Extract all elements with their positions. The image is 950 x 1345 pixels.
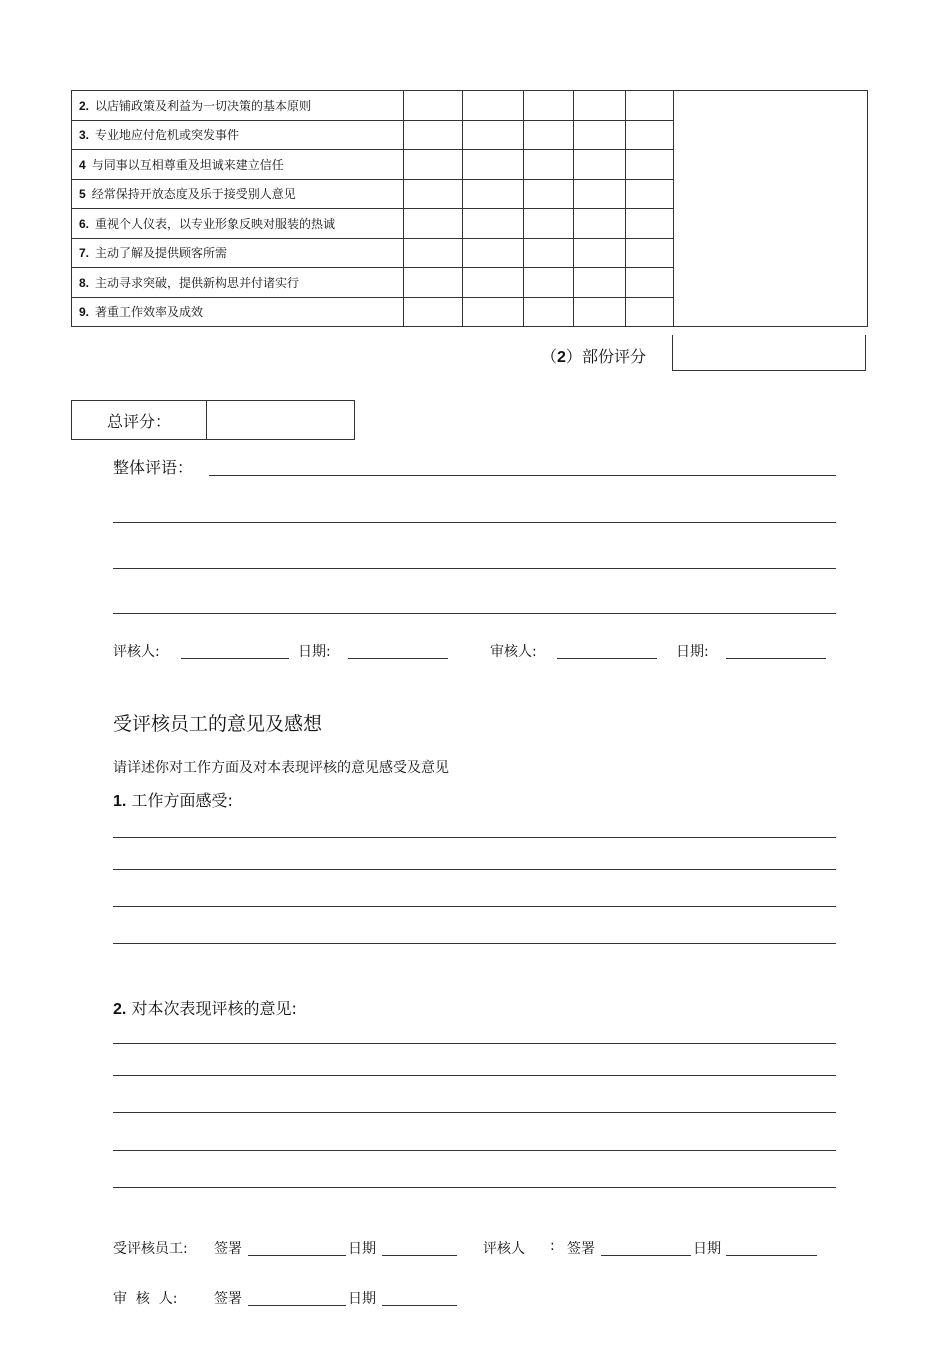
criterion-label <box>72 120 404 150</box>
rating-cell[interactable] <box>404 150 463 180</box>
criterion-label <box>72 150 404 180</box>
total-score-field[interactable] <box>207 401 354 439</box>
rating-cell[interactable] <box>524 91 574 121</box>
rating-cell[interactable] <box>524 120 574 150</box>
criterion-number: 5 <box>79 187 86 202</box>
total-score-box <box>71 400 355 440</box>
rating-cell[interactable] <box>463 238 524 268</box>
overall-comment-line[interactable] <box>113 522 836 523</box>
approver-field[interactable] <box>557 658 657 659</box>
approver-date-word: 日期 <box>348 1291 376 1307</box>
criterion-number: 9. <box>79 305 90 320</box>
reviewer-label: 评核人: <box>113 644 160 660</box>
criterion-label <box>72 91 404 121</box>
employee-date-field[interactable] <box>382 1255 457 1256</box>
criterion-text: 著重工作效率及成效 <box>95 305 204 320</box>
rating-cell[interactable] <box>463 297 524 327</box>
reviewer-date-word: 日期 <box>693 1241 721 1257</box>
rating-cell[interactable] <box>463 91 524 121</box>
criterion-number: 7. <box>79 246 90 261</box>
criterion-label <box>72 268 404 298</box>
criterion-text: 主动了解及提供顾客所需 <box>95 246 228 261</box>
approver-sign-label: 审 核 人: <box>113 1291 178 1307</box>
employee-sign-label: 受评核员工: <box>113 1241 188 1257</box>
reviewer-signature-field[interactable] <box>601 1255 691 1256</box>
answer-line-2[interactable] <box>113 1112 836 1113</box>
rating-cell[interactable] <box>524 209 574 239</box>
rating-cell[interactable] <box>626 297 674 327</box>
criterion-label <box>72 238 404 268</box>
criterion-text: 与同事以互相尊重及坦诚来建立信任 <box>91 157 284 172</box>
employee-date-word: 日期 <box>348 1241 376 1257</box>
rating-cell[interactable] <box>574 297 626 327</box>
rating-cell[interactable] <box>626 238 674 268</box>
employee-signature-field[interactable] <box>248 1255 346 1256</box>
rating-cell[interactable] <box>524 150 574 180</box>
answer-line-1[interactable] <box>113 943 836 944</box>
approver-date-field[interactable] <box>382 1305 457 1306</box>
rating-cell[interactable] <box>404 268 463 298</box>
answer-line-2[interactable] <box>113 1043 836 1044</box>
criterion-number: 2. <box>79 98 90 113</box>
rating-cell[interactable] <box>574 209 626 239</box>
rating-cell[interactable] <box>524 238 574 268</box>
criterion-label <box>72 179 404 209</box>
rating-cell[interactable] <box>404 238 463 268</box>
employee-instruction: 请详述你对工作方面及对本表现评核的意见感受及意见 <box>113 760 449 776</box>
approver-signature-field[interactable] <box>248 1305 346 1306</box>
overall-comment-line[interactable] <box>209 475 836 476</box>
overall-comment-line[interactable] <box>113 568 836 569</box>
question-1: 1. 工作方面感受: <box>113 791 233 810</box>
criterion-text: 重视个人仪表，以专业形象反映对服装的热诚 <box>95 216 336 231</box>
criterion-label <box>72 297 404 327</box>
employee-section-title: 受评核员工的意见及感想 <box>113 713 323 735</box>
section-score-cell[interactable] <box>674 91 868 327</box>
criterion-number: 3. <box>79 128 90 143</box>
answer-line-1[interactable] <box>113 869 836 870</box>
rating-cell[interactable] <box>574 150 626 180</box>
review-date-label: 日期: <box>298 644 331 660</box>
answer-line-1[interactable] <box>113 906 836 907</box>
criterion-text: 主动寻求突破，提供新构思并付诸实行 <box>95 275 300 290</box>
approve-date-field[interactable] <box>726 658 826 659</box>
reviewer-field[interactable] <box>181 658 289 659</box>
rating-cell[interactable] <box>463 209 524 239</box>
rating-cell[interactable] <box>626 209 674 239</box>
rating-cell[interactable] <box>404 209 463 239</box>
rating-cell[interactable] <box>463 120 524 150</box>
rating-cell[interactable] <box>524 297 574 327</box>
rating-cell[interactable] <box>574 268 626 298</box>
partial-score-field[interactable] <box>672 335 866 371</box>
criterion-label <box>72 209 404 239</box>
criterion-text: 经常保持开放态度及乐于接受别人意见 <box>91 187 296 202</box>
rating-cell[interactable] <box>626 179 674 209</box>
reviewer-sign-label: 评核人 <box>483 1241 525 1257</box>
criterion-number: 4 <box>79 157 86 172</box>
total-score-label: 总评分： <box>72 401 207 439</box>
rating-cell[interactable] <box>524 179 574 209</box>
rating-cell[interactable] <box>404 91 463 121</box>
criteria-table <box>71 90 868 327</box>
answer-line-1[interactable] <box>113 837 836 838</box>
overall-comment-line[interactable] <box>113 613 836 614</box>
criterion-text: 以店铺政策及利益为一切决策的基本原则 <box>95 98 312 113</box>
approver-label: 审核人: <box>490 644 537 660</box>
rating-cell[interactable] <box>524 268 574 298</box>
table-row <box>72 91 868 121</box>
rating-cell[interactable] <box>626 150 674 180</box>
partial-score-label: （2）部份评分 <box>541 347 646 366</box>
rating-cell[interactable] <box>574 120 626 150</box>
rating-cell[interactable] <box>574 179 626 209</box>
rating-cell[interactable] <box>404 297 463 327</box>
answer-line-2[interactable] <box>113 1150 836 1151</box>
approver-sign-word: 签署 <box>214 1291 242 1307</box>
rating-cell[interactable] <box>574 238 626 268</box>
review-date-field[interactable] <box>348 658 448 659</box>
rating-cell[interactable] <box>404 120 463 150</box>
rating-cell[interactable] <box>404 179 463 209</box>
answer-line-2[interactable] <box>113 1187 836 1188</box>
rating-cell[interactable] <box>626 120 674 150</box>
overall-comment-label: 整体评语： <box>113 458 194 477</box>
rating-cell[interactable] <box>463 268 524 298</box>
reviewer-sign-colon: : <box>550 1238 555 1254</box>
answer-line-2[interactable] <box>113 1075 836 1076</box>
approve-date-label: 日期: <box>676 644 709 660</box>
reviewer-date-field[interactable] <box>726 1255 817 1256</box>
rating-cell[interactable] <box>463 150 524 180</box>
criterion-number: 6. <box>79 216 90 231</box>
rating-cell[interactable] <box>574 91 626 121</box>
question-2: 2. 对本次表现评核的意见: <box>113 999 297 1018</box>
criterion-text: 专业地应付危机或突发事件 <box>95 128 240 143</box>
rating-cell[interactable] <box>463 179 524 209</box>
rating-cell[interactable] <box>626 91 674 121</box>
criterion-number: 8. <box>79 275 90 290</box>
employee-sign-word: 签署 <box>214 1241 242 1257</box>
reviewer-sign-word: 签署 <box>567 1241 595 1257</box>
rating-cell[interactable] <box>626 268 674 298</box>
